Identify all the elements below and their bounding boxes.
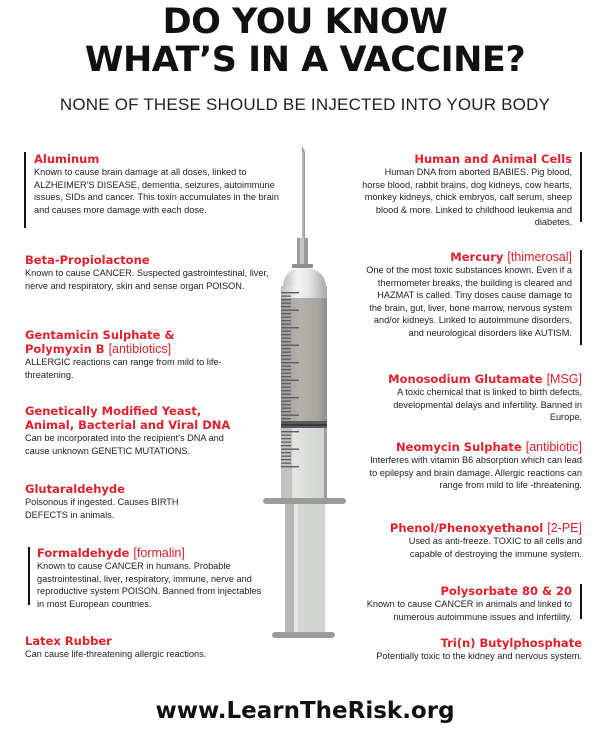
ingredient-msg <box>382 372 582 424</box>
ingredient-tributylphosphate <box>342 636 582 663</box>
ingredient-name: Glutaraldehyde <box>25 482 125 496</box>
ingredient-formaldehyde <box>37 546 267 610</box>
ingredient-description: A toxic chemical that is linked to birth defects, developmental delays and infertility. Banned in Europe. <box>393 387 582 423</box>
ingredient-beta-propiolactone <box>25 253 270 292</box>
ingredient-note: [formalin] <box>133 546 185 560</box>
ingredient-human-animal-cells <box>360 152 572 229</box>
ingredient-mercury <box>362 250 572 340</box>
ingredient-note: [antibiotics] <box>108 342 172 356</box>
ingredient-name: Mercury <box>450 250 504 264</box>
ingredient-description: Used as anti-freeze. TOXIC to all cells and capable of destroying the immune system. <box>408 536 582 559</box>
page-title-line1: DO YOU KNOW <box>162 2 448 42</box>
ingredient-name: Phenol/Phenoxyethanol <box>389 521 544 535</box>
subtitle: NONE OF THESE SHOULD BE INJECTED INTO YOUR BODY <box>59 95 551 114</box>
website-url[interactable]: www.LearnTheRisk.org <box>155 698 455 724</box>
ingredient-description: Interferes with vitamin B6 absorption which can lead to epilepsy and brain damage. Allergic reactions can range from mild to life -threatening. <box>369 455 582 491</box>
accent-bar <box>24 152 26 228</box>
ingredient-description: Potentially toxic to the kidney and nervous system. <box>376 651 582 661</box>
ingredient-note: [thimerosal] <box>507 250 572 264</box>
ingredient-neomycin <box>367 440 582 492</box>
accent-bar <box>580 250 582 345</box>
ingredient-description: ALLERGIC reactions can range from mild to life-threatening. <box>25 357 222 380</box>
ingredient-polysorbate <box>347 584 572 623</box>
ingredient-name: Monosodium Glutamate <box>388 372 543 386</box>
accent-bar <box>580 584 582 619</box>
ingredient-name: Neomycin Sulphate <box>396 440 522 454</box>
ingredient-latex-rubber <box>25 634 265 661</box>
ingredient-gm-dna <box>25 404 250 457</box>
ingredient-name: Formaldehyde <box>37 546 130 560</box>
ingredient-description: Can be incorporated into the recipient's DNA and cause unknown GENETIC MUTATIONS. <box>25 433 224 456</box>
ingredient-name: Tri(n) Butylphosphate <box>440 636 582 650</box>
ingredient-name: Human and Animal Cells <box>414 152 572 166</box>
ingredient-description: Can cause life-threatening allergic reactions. <box>25 649 207 659</box>
accent-bar <box>28 547 30 605</box>
ingredient-note: [antibiotic] <box>525 440 582 454</box>
ingredient-aluminum <box>34 152 279 216</box>
ingredient-description: Human DNA from aborted BABIES. Pig blood, horse blood, rabbit brains, dog kidneys, cow hearts, monkey kidneys, chick embryos, calf serum, sheep blood & more. Linked to childhood leukemia and diabetes. <box>362 167 572 228</box>
ingredient-gentamicin-polymyxin <box>25 328 240 381</box>
ingredient-name: Polysorbate 80 & 20 <box>440 584 572 598</box>
ingredient-description: Known to cause CANCER in humans. Probable gastrointestinal, liver, respiratory, immune, nerve and reproductive system POISON. Banned from injectables in most European countries. <box>37 561 262 609</box>
ingredient-glutaraldehyde <box>25 482 205 521</box>
page-title-line2: WHAT’S IN A VACCINE? <box>84 40 526 80</box>
ingredient-name: Aluminum <box>34 152 100 166</box>
ingredient-name: Gentamicin Sulphate & Polymyxin B <box>25 328 175 356</box>
ingredient-description: One of the most toxic substances known. Even if a thermometer breaks, the building is cleared and HAZMAT is called. Tiny doses cause damage to the brain, gut, liver, bone marrow, nervous system and/or kidneys. Linked to autoimmune disorders, and neurological disorders like AUTISM. <box>366 265 572 338</box>
ingredient-note: [MSG] <box>546 372 582 386</box>
ingredient-name: Latex Rubber <box>25 634 112 648</box>
ingredient-description: Poisonous if ingested. Causes BIRTH DEFECTS in animals. <box>25 497 179 520</box>
ingredient-phenoxyethanol <box>382 521 582 560</box>
ingredient-description: Known to cause CANCER in animals and linked to numerous autoimmune issues and infertility. <box>366 599 572 622</box>
accent-bar <box>580 152 582 222</box>
ingredient-description: Known to cause brain damage at all doses, linked to ALZHEIMER'S DISEASE, dementia, seizures, autoimmune issues, SIDs and cancer. This toxin accumulates in the brain and causes more damage with each dose. <box>34 167 279 215</box>
ingredient-name: Genetically Modified Yeast, Animal, Bacterial and Viral DNA <box>25 404 231 432</box>
ingredient-description: Known to cause CANCER. Suspected gastrointestinal, liver, nerve and respiratory, skin and sense organ POISON. <box>25 268 269 291</box>
ingredient-note: [2-PE] <box>547 521 582 535</box>
ingredient-name: Beta-Propiolactone <box>25 253 150 267</box>
